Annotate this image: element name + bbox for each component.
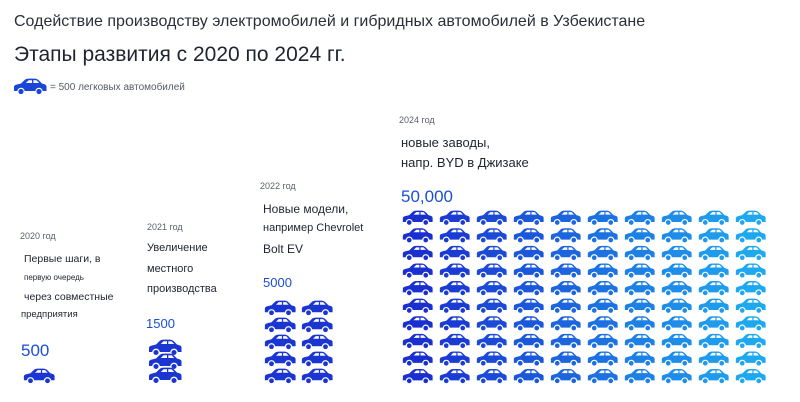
chart-title: Этапы развития с 2020 по 2024 гг.	[14, 43, 346, 66]
car-icon	[588, 211, 618, 226]
car-icon	[514, 211, 544, 226]
car-icon	[625, 299, 655, 314]
car-icon	[625, 316, 655, 331]
car-icon	[736, 281, 766, 296]
car-icon	[477, 316, 507, 331]
car-icon	[302, 369, 333, 384]
stage-2020-desc-line-4: предприятия	[21, 309, 78, 320]
car-icon	[403, 211, 433, 226]
car-icon	[699, 263, 729, 278]
car-icon	[736, 351, 766, 366]
car-icon	[440, 334, 470, 349]
car-icon	[736, 334, 766, 349]
car-icon	[514, 369, 544, 384]
car-icon	[440, 228, 470, 243]
stage-2024-desc-line-2: напр. BYD в Джизаке	[401, 155, 529, 170]
car-icon	[699, 351, 729, 366]
car-icon	[551, 351, 581, 366]
car-icon	[403, 316, 433, 331]
stage-2022-year: 2022 год	[260, 181, 296, 191]
car-icon	[265, 301, 296, 316]
car-icon	[736, 369, 766, 384]
car-icon	[440, 246, 470, 261]
car-icon	[477, 334, 507, 349]
car-icon	[662, 369, 692, 384]
car-icon	[736, 246, 766, 261]
stage-2020-desc-line-2: первую очередь	[24, 273, 84, 282]
car-icon	[662, 211, 692, 226]
car-icon	[588, 299, 618, 314]
chart-subtitle: Содействие производству электромобилей и гибридных автомобилей в Узбекистане	[14, 13, 646, 30]
car-icon	[662, 281, 692, 296]
car-icon	[736, 211, 766, 226]
car-icon	[265, 318, 296, 333]
car-icon	[149, 340, 182, 356]
car-icon	[551, 369, 581, 384]
stage-2021-desc-line-1: Увеличение	[147, 242, 208, 254]
car-icon	[588, 351, 618, 366]
car-icon	[514, 228, 544, 243]
car-icon	[625, 228, 655, 243]
stage-2022-desc-line-2: например Chevrolet	[263, 222, 364, 234]
car-icon	[662, 299, 692, 314]
car-icon	[24, 369, 55, 384]
car-icon	[477, 246, 507, 261]
car-icon	[662, 263, 692, 278]
car-icon	[302, 352, 333, 367]
car-icon	[403, 281, 433, 296]
car-icon	[477, 263, 507, 278]
car-icon	[403, 334, 433, 349]
car-icon	[625, 211, 655, 226]
car-icon	[514, 263, 544, 278]
car-icon	[551, 246, 581, 261]
car-icon	[551, 299, 581, 314]
car-icon	[736, 263, 766, 278]
car-icon	[551, 316, 581, 331]
car-icon	[588, 263, 618, 278]
car-icon	[403, 351, 433, 366]
car-icon	[588, 228, 618, 243]
car-icon	[149, 354, 182, 370]
car-icon	[403, 246, 433, 261]
car-icon	[403, 263, 433, 278]
car-icon	[514, 334, 544, 349]
car-icon	[699, 281, 729, 296]
car-icon	[588, 316, 618, 331]
car-icon	[699, 334, 729, 349]
stage-2021-desc-line-2: местного	[147, 263, 194, 275]
car-icon	[514, 351, 544, 366]
stage-2021-desc-line-3: производства	[147, 283, 217, 295]
car-icon	[477, 299, 507, 314]
car-icon	[551, 334, 581, 349]
stage-2020-year: 2020 год	[20, 231, 56, 241]
car-icon	[736, 299, 766, 314]
car-icon	[514, 281, 544, 296]
stage-2021-year: 2021 год	[147, 222, 183, 232]
car-icon	[551, 263, 581, 278]
car-icon	[625, 369, 655, 384]
car-icon	[699, 228, 729, 243]
stage-2024-value: 50,000	[401, 187, 453, 206]
car-icon	[736, 228, 766, 243]
car-icon	[302, 318, 333, 333]
car-icon	[662, 334, 692, 349]
car-icon	[477, 211, 507, 226]
stage-2020-desc-line-3: через совместные	[24, 291, 114, 303]
car-icon	[477, 281, 507, 296]
car-icon	[551, 281, 581, 296]
car-icon	[699, 369, 729, 384]
car-icon	[477, 369, 507, 384]
car-icon	[662, 228, 692, 243]
car-icon	[514, 316, 544, 331]
stage-2021-value: 1500	[146, 316, 175, 331]
car-icon	[662, 351, 692, 366]
car-icon	[588, 281, 618, 296]
car-icon	[625, 351, 655, 366]
car-icon	[477, 351, 507, 366]
car-icon	[699, 299, 729, 314]
car-icon	[699, 211, 729, 226]
car-icon	[625, 334, 655, 349]
car-icon	[403, 228, 433, 243]
car-icon	[477, 228, 507, 243]
car-icon	[403, 299, 433, 314]
car-icon	[440, 263, 470, 278]
stage-2020-desc-line-1: Первые шаги, в	[24, 253, 101, 265]
stage-2022-desc-line-3: Bolt EV	[263, 242, 304, 256]
car-icon	[699, 246, 729, 261]
car-icon	[440, 351, 470, 366]
stage-2022-value: 5000	[263, 275, 292, 290]
stage-2024-desc-line-1: новые заводы,	[401, 135, 490, 150]
car-icon	[440, 211, 470, 226]
stage-2020-value: 500	[21, 341, 50, 360]
car-icon	[302, 301, 333, 316]
car-icon	[265, 335, 296, 350]
stage-2024-year: 2024 год	[399, 115, 435, 125]
car-icon	[625, 263, 655, 278]
car-icon	[440, 299, 470, 314]
car-icon	[588, 369, 618, 384]
stage-2022-desc-line-1: Новые модели,	[263, 202, 349, 216]
car-icon	[625, 281, 655, 296]
car-icon	[551, 211, 581, 226]
car-icon	[440, 281, 470, 296]
car-icon	[265, 352, 296, 367]
car-icon	[588, 246, 618, 261]
car-icon	[736, 316, 766, 331]
car-icon	[514, 246, 544, 261]
car-icon	[514, 299, 544, 314]
car-icon	[149, 368, 182, 384]
car-icon	[625, 246, 655, 261]
car-icon	[551, 228, 581, 243]
car-icon	[403, 369, 433, 384]
car-icon	[662, 246, 692, 261]
car-icon	[440, 369, 470, 384]
car-icon	[699, 316, 729, 331]
car-icon	[440, 316, 470, 331]
car-icon	[588, 334, 618, 349]
car-icon	[265, 369, 296, 384]
car-icon	[662, 316, 692, 331]
car-icon	[302, 335, 333, 350]
legend-label: = 500 легковых автомобилей	[50, 82, 185, 93]
